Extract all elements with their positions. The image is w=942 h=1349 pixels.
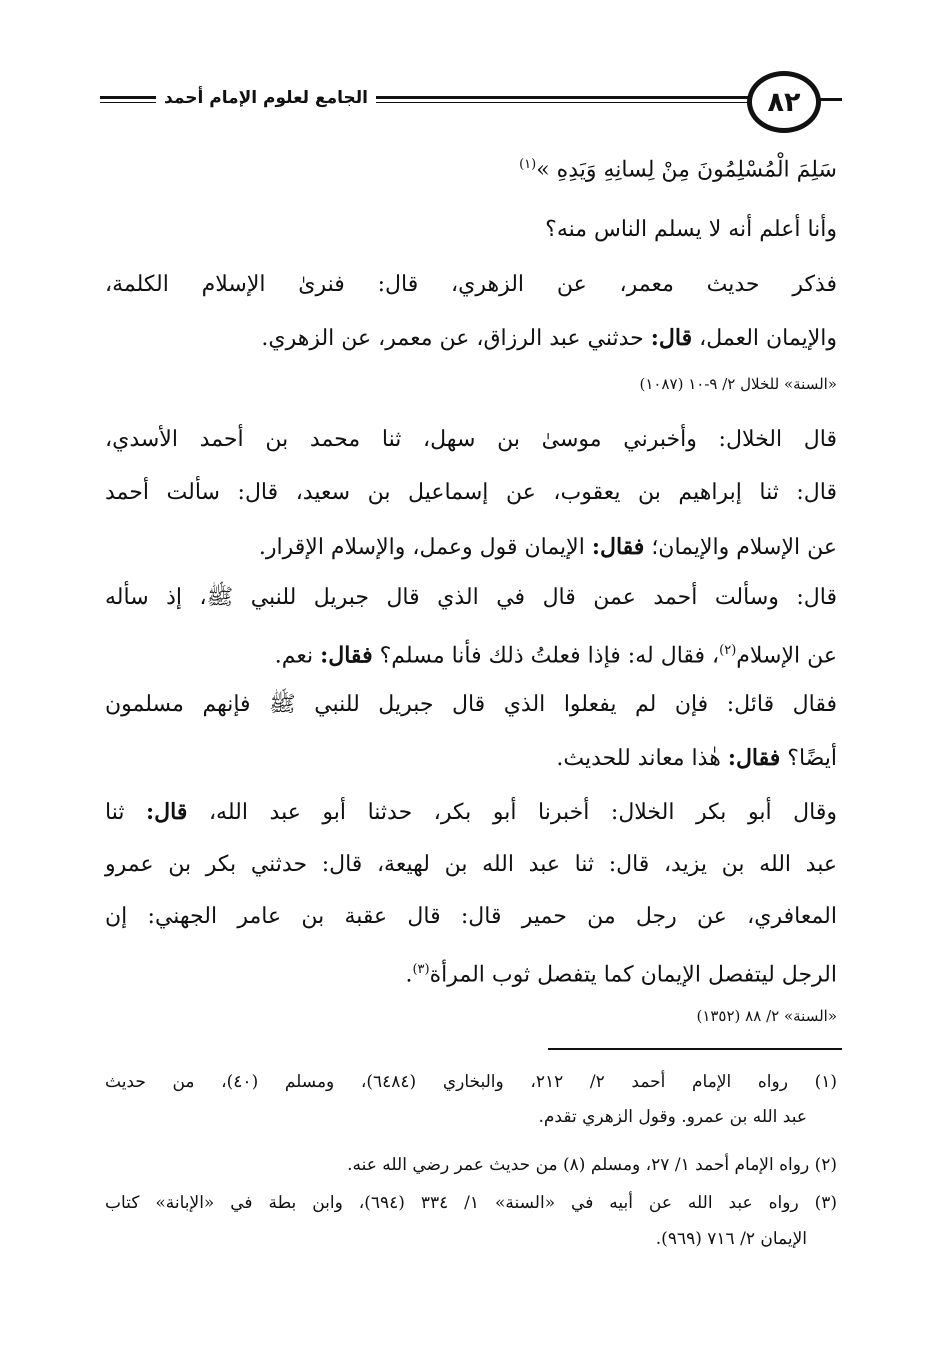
header-rule-left-thin — [100, 102, 156, 103]
text-line-9 — [275, 636, 837, 671]
header-rule-right — [376, 96, 748, 99]
header-rule-right-thin — [376, 102, 748, 103]
bold-span: قال: — [650, 325, 693, 351]
text-span: أيضًا؟ — [787, 746, 837, 771]
text-line-8: قال: وسألت أحمد عمن قال في الذي قال جبريل للنبي ﷺ، إذ سأله — [105, 585, 837, 610]
footnote-ref-1: (١) — [519, 157, 537, 172]
text-span: الرجل ليتفصل الإيمان كما يتفصل ثوب المرأة — [429, 962, 837, 988]
source-citation-2: «السنة» ٢/ ٨٨ (١٣٥٢) — [696, 1007, 837, 1025]
header-rule-left — [100, 96, 156, 99]
text-span: هٰذا معاند للحديث. — [556, 746, 721, 771]
text-line-7 — [259, 532, 837, 563]
footnote-ref-3: (٣) — [412, 962, 430, 977]
bold-span: فقال: — [727, 745, 781, 771]
text-line-6: قال: ثنا إبراهيم بن يعقوب، عن إسماعيل بن سعيد، قال: سألت أحمد — [105, 480, 837, 505]
page-number — [747, 71, 821, 133]
text-line-4 — [261, 323, 837, 354]
text-line-5: قال الخلال: وأخبرني موسىٰ بن سهل، ثنا محمد بن أحمد الأسدي، — [105, 427, 837, 452]
footnote-1-line-1: (١) رواه الإمام أحمد ٢/ ٢١٢، والبخاري (٦٤٨٤)، ومسلم (٤٠)، من حديث — [105, 1072, 837, 1092]
hadith-quote: سَلِمَ الْمُسْلِمُونَ مِنْ لِسانِهِ وَيَدِهِ » — [536, 157, 837, 183]
footnote-separator — [548, 1048, 842, 1050]
text-line-13: عبد الله بن يزيد، قال: ثنا عبد الله بن لهيعة، قال: حدثني بكر بن عمرو — [105, 852, 837, 877]
text-span: وقال أبو بكر الخلال: أخبرنا أبو بكر، حدثنا أبو عبد الله، — [208, 800, 837, 825]
bold-span: قال: — [146, 799, 188, 825]
text-line-1 — [519, 150, 837, 185]
text-span: والإيمان العمل، — [699, 326, 837, 351]
text-span: عن الإسلام والإيمان؛ — [651, 535, 837, 560]
footnote-1-line-2: عبد الله بن عمرو. وقول الزهري تقدم. — [538, 1107, 807, 1127]
page-number-text: ٨٢ — [767, 86, 801, 118]
text-span: حدثني عبد الرزاق، عن معمر، عن الزهري. — [261, 326, 644, 351]
text-line-14: المعافري، عن رجل من حمير قال: قال عقبة بن عامر الجهني: إن — [105, 904, 837, 929]
source-citation-1: «السنة» للخلال ٢/ ٩-١٠ (١٠٨٧) — [639, 375, 837, 393]
footnote-3-line-2: الإيمان ٢/ ٧١٦ (٩٦٩). — [655, 1229, 807, 1249]
text-span: نعم. — [274, 643, 314, 669]
text-span: الإيمان قول وعمل، والإسلام الإقرار. — [258, 535, 585, 560]
text-span: ، فقال له: فإذا فعلتُ ذلك فأنا مسلم؟ — [379, 643, 720, 669]
text-span: ثنا — [105, 800, 125, 825]
bold-span: فقال: — [320, 642, 373, 669]
footnote-2: (٢) رواه الإمام أحمد ١/ ٢٧، ومسلم (٨) من حديث عمر رضي الله عنه. — [347, 1155, 837, 1175]
footnote-3-line-1: (٣) رواه عبد الله عن أبيه في «السنة» ١/ ٣٣٤ (٦٩٤)، وابن بطة في «الإبانة» كتاب — [105, 1193, 838, 1213]
bold-span: فقال: — [591, 534, 645, 560]
text-line-3: فذكر حديث معمر، عن الزهري، قال: فنرىٰ الإسلام الكلمة، — [105, 272, 837, 297]
header-rule-tail — [820, 98, 842, 101]
text-line-2: وأنا أعلم أنه لا يسلم الناس منه؟ — [545, 217, 837, 242]
text-line-10: فقال قائل: فإن لم يفعلوا الذي قال جبريل للنبي ﷺ فإنهم مسلمون — [105, 692, 837, 717]
text-line-12 — [105, 797, 837, 828]
text-line-15 — [405, 955, 837, 990]
text-line-11 — [556, 743, 837, 774]
footnote-ref-2: (٢) — [719, 643, 737, 658]
text-span: عن الإسلام — [736, 643, 837, 669]
running-title: الجامع لعلوم الإمام أحمد — [164, 88, 368, 108]
text-span: . — [405, 962, 413, 988]
